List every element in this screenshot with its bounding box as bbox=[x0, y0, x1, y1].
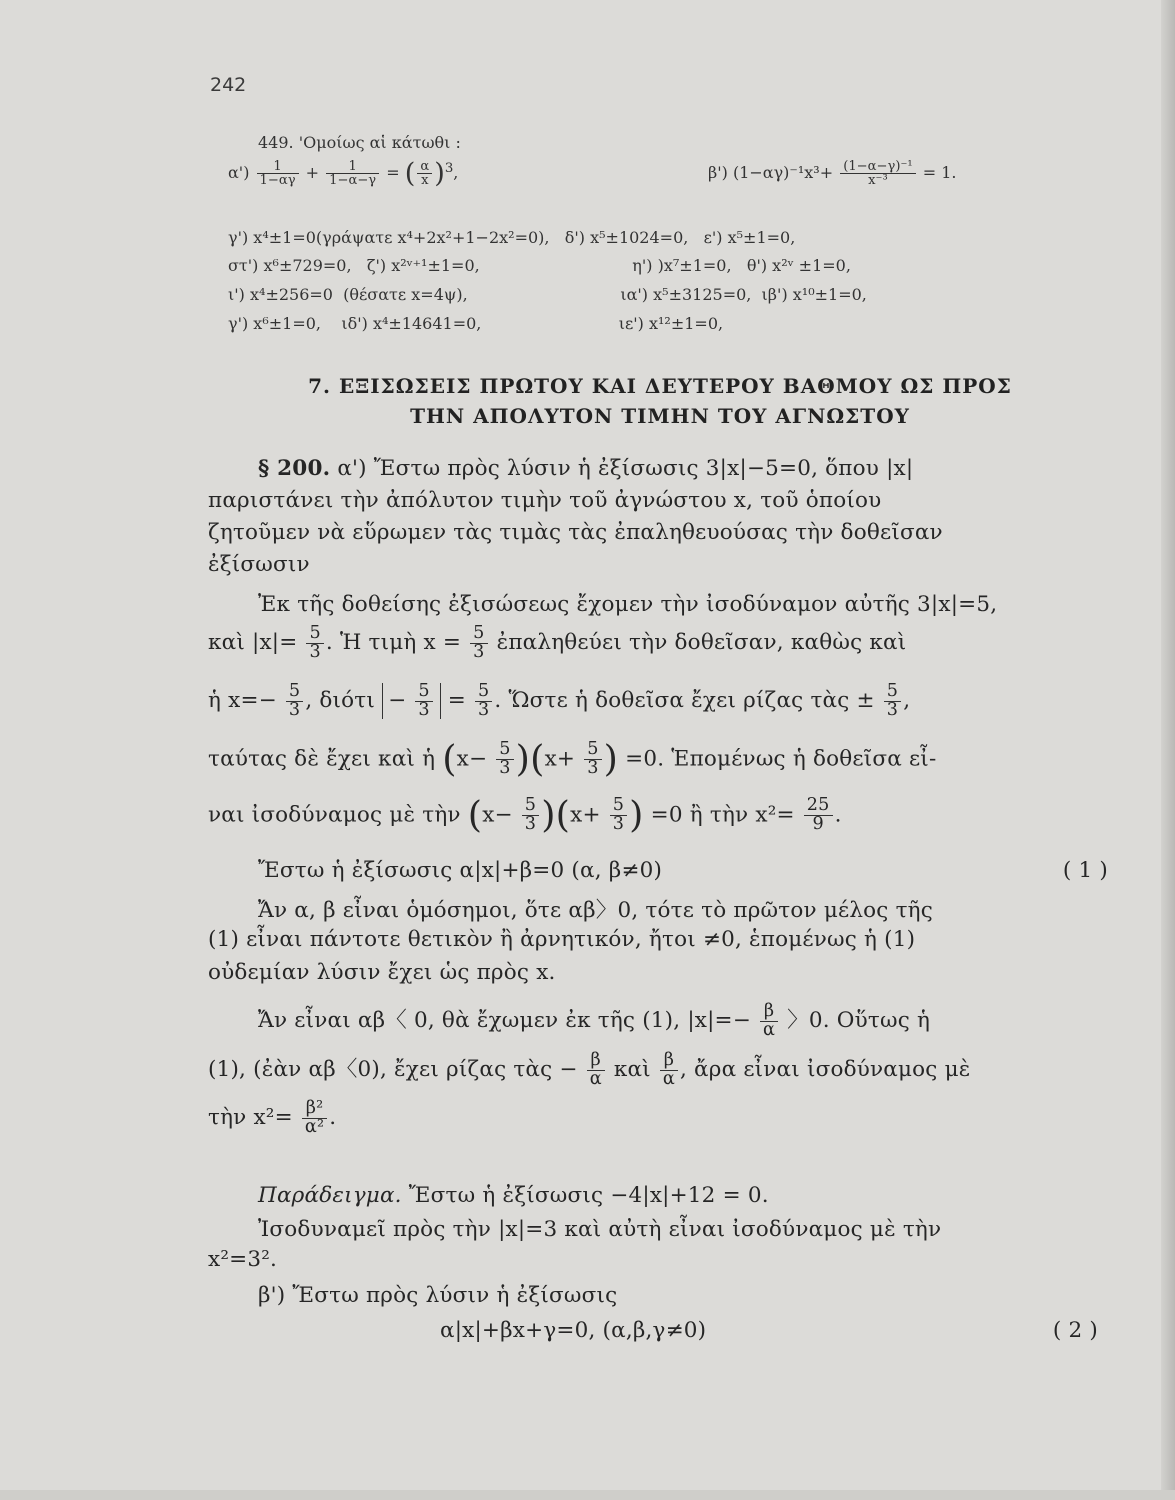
denominator: 3 bbox=[884, 701, 901, 720]
equation-number-2: ( 2 ) bbox=[1052, 1318, 1098, 1343]
denominator: 3 bbox=[475, 701, 492, 720]
example-line bbox=[258, 1183, 1158, 1208]
text-line: Ἄν α, β εἶναι ὁμόσημοι, ὅτε αβ〉0, τότε τὸ πρῶτον μέλος τῆς bbox=[258, 898, 933, 923]
equals-sign: = bbox=[386, 163, 405, 183]
exercise-row-4: ι') x⁴±256=0 (θέσατε x=4ψ), ια') x⁵±3125=0, ιβ') x¹⁰±1=0, bbox=[228, 285, 867, 304]
text-line-fractions bbox=[208, 625, 1108, 661]
denominator: α bbox=[587, 1070, 605, 1089]
fraction bbox=[522, 797, 539, 833]
line-text: καὶ bbox=[606, 1057, 658, 1083]
section-heading-line-1: 7. ΕΞΙΣΩΣΕΙΣ ΠΡΩΤΟΥ ΚΑΙ ΔΕΥΤΕΡΟΥ ΒΑΘΜΟΥ ΩΣ ΠΡΟΣ bbox=[308, 374, 1012, 398]
fraction: $\frac{\alpha}{x}$ bbox=[417, 160, 432, 187]
exercise-b-end: = 1. bbox=[922, 163, 957, 183]
equation-2-line bbox=[440, 1318, 1098, 1343]
text-line-fractions bbox=[258, 1003, 1158, 1039]
numerator: 5 bbox=[473, 623, 485, 643]
fraction bbox=[475, 683, 492, 719]
line-text: α') Ἔστω πρὸς λύσιν ἡ ἐξίσωσις 3|x|−5=0, ὅπου |x| bbox=[330, 456, 914, 481]
numerator: 25 bbox=[806, 795, 830, 816]
example-label: Παράδειγμα. bbox=[258, 1183, 402, 1208]
text-line: Ἰσοδυναμεῖ πρὸς τὴν |x|=3 καὶ αὐτὴ εἶναι ἰσοδύναμος μὲ τὴν bbox=[258, 1217, 942, 1242]
denominator: α bbox=[660, 1070, 678, 1089]
page-edge bbox=[1161, 0, 1175, 1500]
text-line: (1) εἶναι πάντοτε θετικὸν ἢ ἀρνητικόν, ἤτοι ≠0, ἑπομένως ἡ (1) bbox=[208, 927, 916, 952]
line-text: ταύτας δὲ ἔχει καὶ ἡ bbox=[208, 746, 443, 772]
line-text: =0. Ἑπομένως ἡ δοθεῖσα εἶ- bbox=[618, 746, 937, 772]
line-text: Ἔστω ἡ ἐξίσωσις α|x|+β=0 (α, β≠0) bbox=[258, 858, 663, 883]
denominator: 3 bbox=[496, 759, 513, 778]
numerator: β bbox=[763, 1001, 775, 1021]
numerator: 5 bbox=[612, 795, 625, 816]
line-text: (1), (ἐὰν αβ〈0), ἔχει ρίζας τὰς − bbox=[208, 1057, 585, 1083]
exercise-intro: 449. 'Ομοίως αἱ κάτωθι : bbox=[258, 133, 461, 152]
fraction bbox=[660, 1052, 678, 1088]
line-text: τὴν x²= bbox=[208, 1105, 300, 1131]
exercise-b bbox=[708, 160, 956, 187]
fraction bbox=[415, 683, 432, 719]
denominator: 3 bbox=[415, 701, 432, 720]
denominator: 3 bbox=[610, 815, 627, 834]
fraction bbox=[804, 797, 833, 833]
fraction bbox=[610, 797, 627, 833]
exercise-row-3: στ') x⁶±729=0, ζ') x²ᵛ⁺¹±1=0, η') )x⁷±1=0, θ') x²ᵛ ±1=0, bbox=[228, 256, 851, 275]
text-line-fractions: ταύτας δὲ ἔχει καὶ ἡ (x− $\frac{5}{3}$ )(x+ $\frac{5}{3}$ ) =0. Ἑπομένως ἡ δοθεῖσα εἶ- bbox=[208, 737, 937, 780]
exercise-row-2: γ') x⁴±1=0(γράψατε x⁴+2x²+1−2x²=0), δ') x⁵±1024=0, ε') x⁵±1=0, bbox=[228, 228, 796, 247]
paragraph-200-line-1 bbox=[258, 456, 1158, 481]
fraction: $\frac{1}{1-\alpha\gamma}$ bbox=[257, 160, 299, 187]
fraction bbox=[302, 1100, 327, 1136]
exercise-a: α') $\frac{1}{1-\alpha\gamma}$ + $\frac{1}{1-\alpha-\gamma}$ = ( $\frac{\alpha}{x}$ )$^3$, bbox=[228, 158, 459, 190]
denominator: 3 bbox=[522, 815, 539, 834]
line-text: 〉0. Οὕτως ἡ bbox=[780, 1008, 931, 1034]
denominator: 3 bbox=[286, 701, 303, 720]
fraction bbox=[470, 625, 487, 661]
numerator: 5 bbox=[886, 681, 899, 701]
numerator: 5 bbox=[478, 681, 490, 701]
text-line: β') Ἔστω πρὸς λύσιν ἡ ἐξίσωσις bbox=[258, 1283, 618, 1308]
exercise-b-frac-den: x⁻³ bbox=[840, 173, 915, 187]
denominator: α² bbox=[302, 1118, 327, 1137]
numerator: 5 bbox=[288, 681, 301, 701]
line-text: ναι ἰσοδύναμος μὲ τὴν bbox=[208, 802, 468, 828]
equation-number-1: ( 1 ) bbox=[1062, 858, 1108, 883]
fraction bbox=[306, 625, 323, 661]
exercise-row-5: γ') x⁶±1=0, ιδ') x⁴±14641=0, ιε') x¹²±1=0, bbox=[228, 314, 724, 333]
section-heading-line-2: ΤΗΝ ΑΠΟΛΥΤΟΝ ΤΙΜΗΝ ΤΟΥ ΑΓΝΩΣΤΟΥ bbox=[410, 404, 910, 428]
line-text: ἐπαληθεύει τὴν δοθεῖσαν, καθὼς καὶ bbox=[489, 630, 907, 656]
fraction bbox=[840, 160, 915, 187]
fraction bbox=[286, 683, 303, 719]
denominator: α bbox=[760, 1021, 778, 1040]
exercise-a-label: α') bbox=[228, 163, 250, 183]
line-text: x− bbox=[456, 746, 488, 772]
fraction bbox=[584, 741, 601, 777]
line-text: x+ bbox=[570, 802, 601, 828]
text-line: οὐδεμίαν λύσιν ἔχει ὡς πρὸς x. bbox=[208, 960, 556, 985]
line-text: Ἄν εἶναι αβ〈 0, θὰ ἔχωμεν ἐκ τῆς (1), |x|=− bbox=[258, 1008, 759, 1034]
fraction bbox=[587, 1052, 605, 1088]
line-text: , διότι bbox=[305, 688, 383, 714]
absolute-value: − $\frac{5}{3}$ bbox=[382, 683, 441, 719]
text-line-fractions: ναι ἰσοδύναμος μὲ τὴν (x− $\frac{5}{3}$ )(x+ $\frac{5}{3}$ ) =0 ἢ τὴν x²= $\frac{25}{9}$ . bbox=[208, 793, 842, 836]
line-text: α|x|+βx+γ=0, (α,β,γ≠0) bbox=[440, 1318, 707, 1343]
line-text: . bbox=[329, 1105, 337, 1131]
denominator: 3 bbox=[584, 759, 601, 778]
exercise-b-expr: β') (1−αγ)⁻¹x³+ bbox=[708, 163, 834, 183]
numerator: 5 bbox=[418, 681, 430, 701]
text-line-fractions bbox=[208, 1052, 1108, 1088]
line-text: x+ bbox=[544, 746, 576, 772]
line-text: , ἄρα εἶναι ἰσοδύναμος μὲ bbox=[679, 1057, 971, 1083]
numerator: 5 bbox=[309, 623, 321, 643]
denominator: 9 bbox=[804, 815, 833, 834]
numerator: β bbox=[663, 1050, 675, 1070]
numerator: 5 bbox=[587, 739, 599, 760]
page-bottom-edge bbox=[0, 1490, 1175, 1500]
line-text: x− bbox=[482, 802, 513, 828]
numerator: 5 bbox=[524, 795, 537, 816]
fraction: $\frac{1}{1-\alpha-\gamma}$ bbox=[326, 160, 379, 187]
denominator: 3 bbox=[470, 643, 487, 662]
text-line: παριστάνει τὴν ἀπόλυτον τιμὴν τοῦ ἀγνώστου x, τοῦ ὁποίου bbox=[208, 488, 882, 513]
line-text: καὶ |x|= bbox=[208, 630, 305, 656]
fraction bbox=[760, 1003, 778, 1039]
text-line-fractions bbox=[208, 1100, 1108, 1136]
line-text: Ἔστω ἡ ἐξίσωσις −4|x|+12 = 0. bbox=[401, 1183, 769, 1208]
text-line: Ἐκ τῆς δοθείσης ἐξισώσεως ἔχομεν τὴν ἰσοδύναμον αὐτῆς 3|x|=5, bbox=[258, 592, 998, 617]
line-text: . Ἡ τιμὴ x = bbox=[325, 630, 469, 656]
fraction bbox=[496, 741, 513, 777]
numerator: β² bbox=[305, 1098, 324, 1118]
numerator: β bbox=[590, 1050, 601, 1070]
text-line: ἐξίσωσιν bbox=[208, 552, 310, 577]
denominator: 3 bbox=[306, 643, 323, 662]
numerator: 5 bbox=[499, 739, 511, 760]
exercise-b-frac-num: (1−α−γ)⁻¹ bbox=[843, 159, 913, 174]
page-number: 242 bbox=[210, 74, 247, 96]
paragraph-sign: § 200. bbox=[258, 456, 331, 481]
text-line-fractions: ἡ x=− $\frac{5}{3}$ , διότι − $\frac{5}{3}$ = $\frac{5}{3}$ . Ὥστε ἡ δοθεῖσα ἔχει ρίζας τὰς ± $\frac{5}{3}$ , bbox=[208, 681, 911, 720]
fraction bbox=[884, 683, 901, 719]
text-line: x²=3². bbox=[208, 1247, 278, 1272]
line-text: =0 ἢ τὴν x²= bbox=[643, 802, 802, 828]
equation-1-line bbox=[258, 858, 1108, 883]
line-text: . Ὥστε ἡ δοθεῖσα ἔχει ρίζας τὰς ± bbox=[494, 688, 882, 714]
line-text: ἡ x=− bbox=[208, 688, 284, 714]
text-line: ζητοῦμεν νὰ εὕρωμεν τὰς τιμὰς τὰς ἐπαληθευούσας τὴν δοθεῖσαν bbox=[208, 520, 943, 545]
